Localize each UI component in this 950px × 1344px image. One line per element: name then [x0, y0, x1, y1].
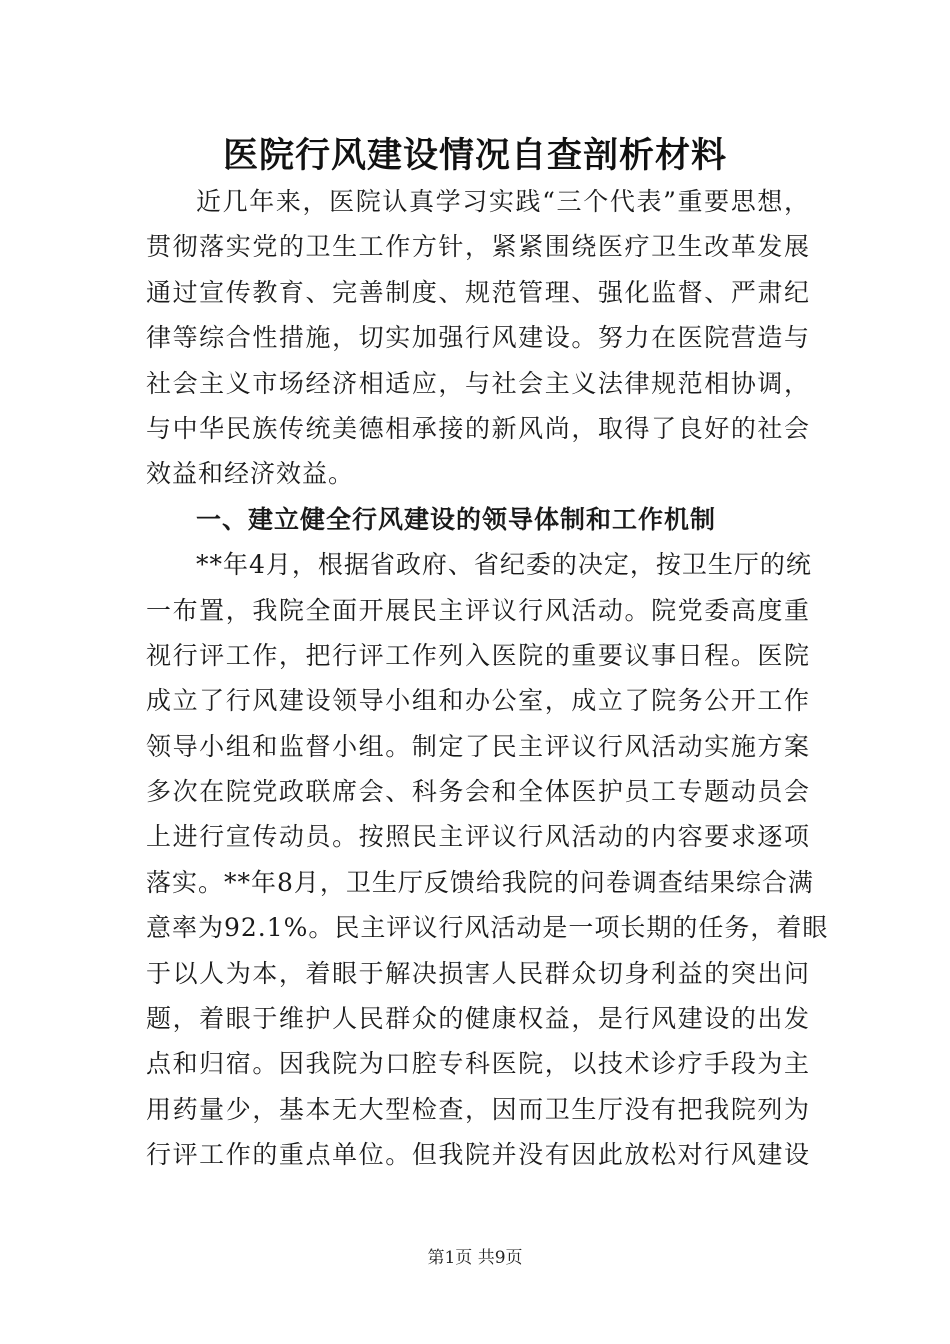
paragraph-line: 行评工作的重点单位。但我院并没有因此放松对行风建设: [146, 1140, 810, 1170]
paragraph-line: 意率为92.1%。民主评议行风活动是一项长期的任务，着眼: [146, 913, 829, 943]
document-body: [146, 179, 829, 1178]
paragraph-line: 通过宣传教育、完善制度、规范管理、强化监督、严肃纪: [146, 277, 810, 307]
paragraph-line: 近几年来，医院认真学习实践“三个代表”重要思想，: [196, 187, 810, 216]
section-heading: 一、建立健全行风建设的领导体制和工作机制: [196, 504, 717, 534]
paragraph-line: 贯彻落实党的卫生工作方针，紧紧围绕医疗卫生改革发展: [146, 232, 810, 262]
paragraph-line: 多次在院党政联席会、科务会和全体医护员工专题动员会: [146, 777, 810, 807]
paragraph-line: 用药量少，基本无大型检查，因而卫生厅没有把我院列为: [146, 1094, 810, 1124]
paragraph-line: 点和归宿。因我院为口腔专科医院，以技术诊疗手段为主: [146, 1049, 810, 1079]
paragraph-line: 视行评工作，把行评工作列入医院的重要议事日程。医院: [146, 640, 810, 670]
paragraph-line: 律等综合性措施，切实加强行风建设。努力在医院营造与: [146, 323, 810, 353]
paragraph-line: 成立了行风建设领导小组和办公室，成立了院务公开工作: [146, 686, 810, 716]
paragraph-line: 社会主义市场经济相适应，与社会主义法律规范相协调，: [146, 368, 810, 398]
paragraph-line: 效益和经济效益。: [146, 459, 355, 489]
paragraph-line: 领导小组和监督小组。制定了民主评议行风活动实施方案: [146, 731, 810, 761]
paragraph-line: **年4月，根据省政府、省纪委的决定，按卫生厅的统: [196, 550, 812, 580]
paragraph-line: 上进行宣传动员。按照民主评议行风活动的内容要求逐项: [146, 822, 810, 852]
paragraph-line: 落实。**年8月，卫生厅反馈给我院的问卷调查结果综合满: [146, 867, 814, 897]
paragraph-line: 题，着眼于维护人民群众的健康权益，是行风建设的出发: [146, 1004, 810, 1034]
page-number-footer: 第1页 共9页: [427, 1248, 523, 1268]
paragraph-line: 与中华民族传统美德相承接的新风尚，取得了良好的社会: [146, 413, 810, 443]
paragraph-line: 于以人为本，着眼于解决损害人民群众切身利益的突出问: [146, 958, 810, 988]
paragraph-line: 一布置，我院全面开展民主评议行风活动。院党委高度重: [146, 595, 810, 625]
document-title: 医院行风建设情况自查剖析材料: [222, 136, 727, 176]
